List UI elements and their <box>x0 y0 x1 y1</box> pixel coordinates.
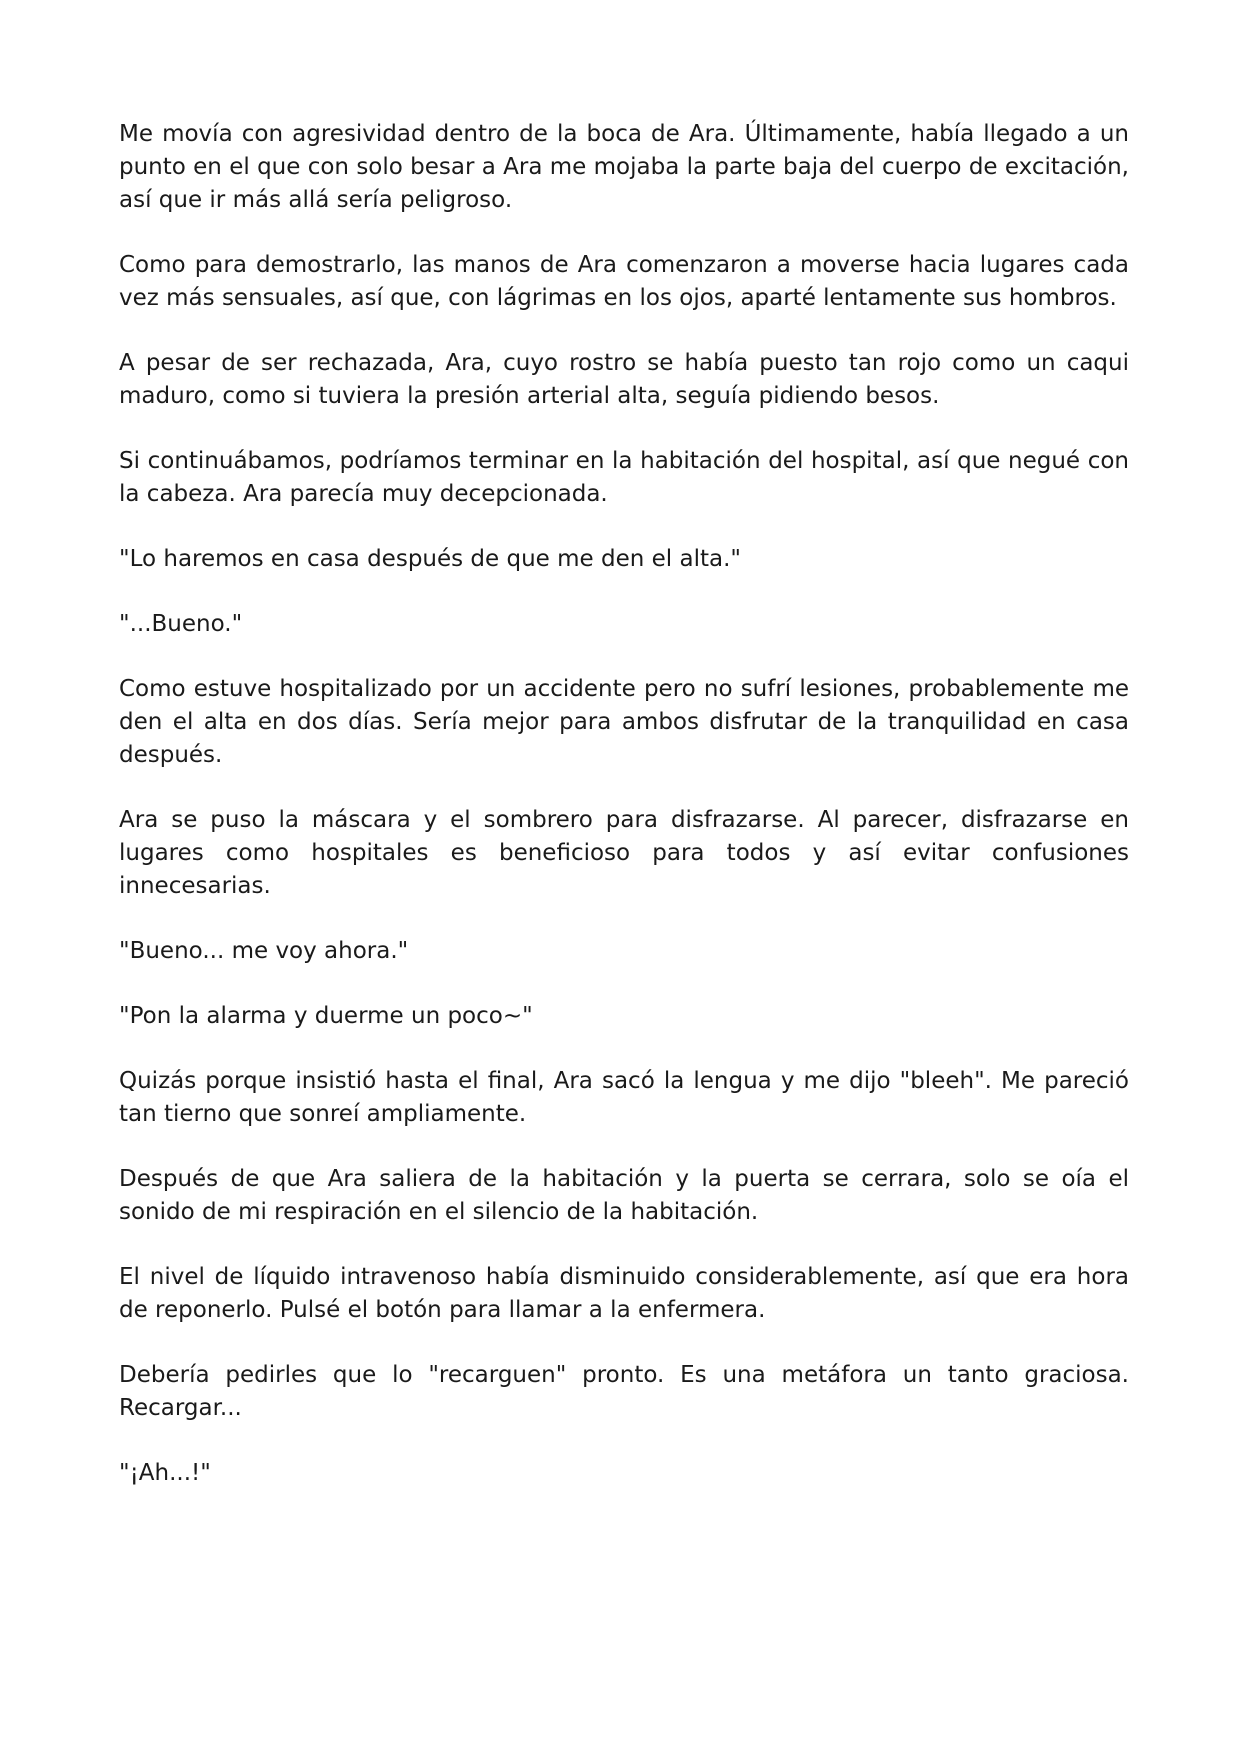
paragraph-6: "...Bueno." <box>119 611 243 637</box>
paragraph-11: Quizás porque insistió hasta el final, Ara sacó la lengua y me dijo "bleeh". Me pareció tan tierno que sonreí ampliamente. <box>119 1068 1129 1127</box>
paragraph-8: Ara se puso la máscara y el sombrero para disfrazarse. Al parecer, disfrazarse en lugares como hospitales es beneficioso para todos y así evitar confusiones innecesarias. <box>119 807 1129 899</box>
paragraph-9: "Bueno... me voy ahora." <box>119 938 409 964</box>
paragraph-3: A pesar de ser rechazada, Ara, cuyo rostro se había puesto tan rojo como un caqui maduro, como si tuviera la presión arterial alta, seguía pidiendo besos. <box>119 350 1129 409</box>
paragraph-13: El nivel de líquido intravenoso había disminuido considerablemente, así que era hora de reponerlo. Pulsé el botón para llamar a la enfermera. <box>119 1264 1129 1323</box>
paragraph-15: "¡Ah...!" <box>119 1460 211 1486</box>
paragraph-7: Como estuve hospitalizado por un accidente pero no sufrí lesiones, probablemente me den el alta en dos días. Sería mejor para ambos disfrutar de la tranquilidad en casa después. <box>119 676 1129 768</box>
paragraph-14: Debería pedirles que lo "recarguen" pronto. Es una metáfora un tanto graciosa. Recargar... <box>119 1362 1129 1421</box>
paragraph-2: Como para demostrarlo, las manos de Ara comenzaron a moverse hacia lugares cada vez más sensuales, así que, con lágrimas en los ojos, aparté lentamente sus hombros. <box>119 252 1129 311</box>
paragraph-5: "Lo haremos en casa después de que me den el alta." <box>119 546 741 572</box>
document-body <box>119 118 1129 1522</box>
paragraph-12: Después de que Ara saliera de la habitación y la puerta se cerrara, solo se oía el sonido de mi respiración en el silencio de la habitación. <box>119 1166 1129 1225</box>
paragraph-4: Si continuábamos, podríamos terminar en la habitación del hospital, así que negué con la cabeza. Ara parecía muy decepcionada. <box>119 448 1129 507</box>
paragraph-10: "Pon la alarma y duerme un poco~" <box>119 1003 533 1029</box>
paragraph-1: Me movía con agresividad dentro de la boca de Ara. Últimamente, había llegado a un punto en el que con solo besar a Ara me mojaba la parte baja del cuerpo de excitación, así que ir más allá sería peligroso. <box>119 121 1129 213</box>
